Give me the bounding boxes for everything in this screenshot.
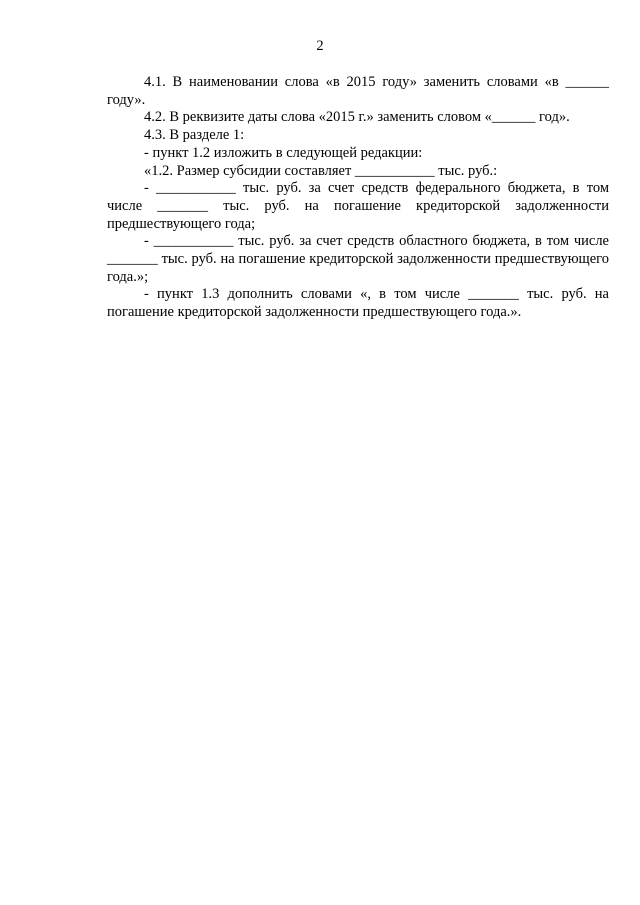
paragraph-4-2: 4.2. В реквизите даты слова «2015 г.» заменить словом «______ год».	[144, 109, 570, 126]
document-body	[107, 74, 609, 322]
paragraph-4-3: 4.3. В разделе 1:	[144, 127, 245, 144]
paragraph-subsidy-amount: «1.2. Размер субсидии составляет ___________ тыс. руб.:	[144, 162, 498, 179]
page-number: 2	[316, 38, 324, 54]
paragraph-4-1: 4.1. В наименовании слова «в 2015 году» заменить словами «в ______ году».	[107, 74, 609, 108]
paragraph-item-1-2-intro: - пункт 1.2 изложить в следующей редакции:	[144, 144, 423, 161]
paragraph-federal-budget: - ___________ тыс. руб. за счет средств федерального бюджета, в том числе _______ тыс. руб. на погашение кредиторской задолженности предшествующего года;	[107, 180, 609, 232]
paragraph-item-1-3: - пункт 1.3 дополнить словами «, в том числе _______ тыс. руб. на погашение кредиторской задолженности предшествующего года.».	[107, 286, 609, 321]
paragraph-regional-budget: - ___________ тыс. руб. за счет средств областного бюджета, в том числе _______ тыс. руб. на погашение кредиторской задолженности предшествующего года.»;	[107, 233, 609, 285]
